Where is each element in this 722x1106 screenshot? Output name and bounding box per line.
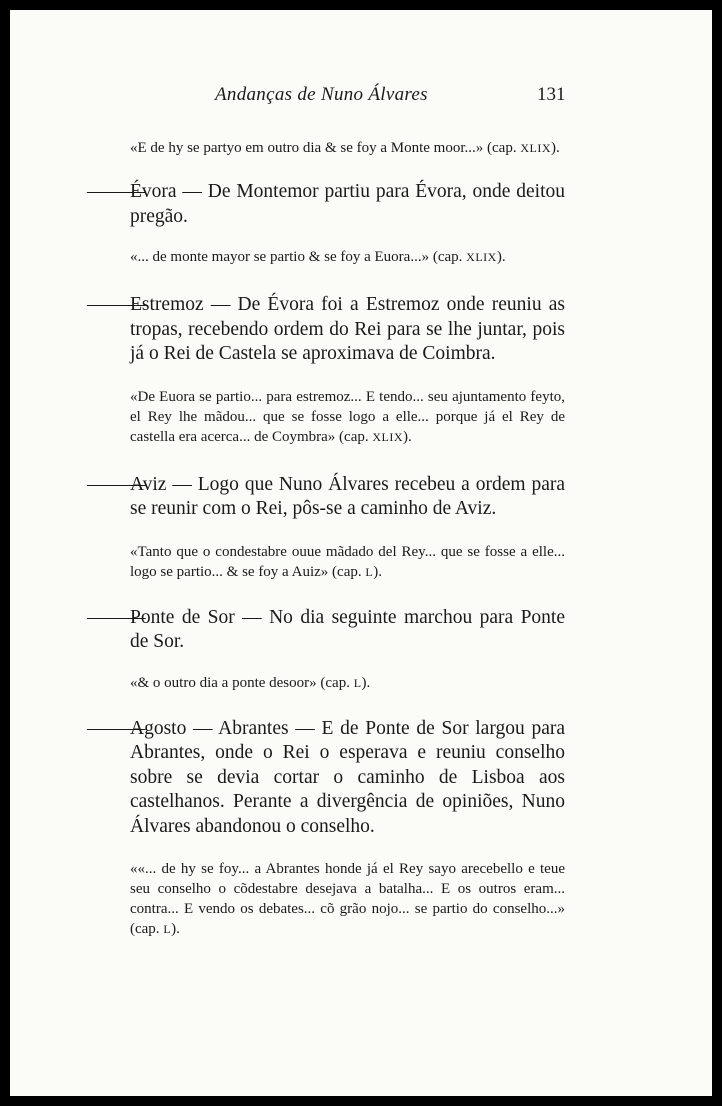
- quotation-block: [95, 387, 565, 447]
- quotation-block: [95, 247, 565, 267]
- quotation-text: «Tanto que o condestabre ouue mãdado del Rey... que se fosse a elle... logo se partio... & se foy a Auiz» (cap.: [130, 543, 565, 580]
- quotation-close: ).: [171, 921, 180, 937]
- entry-dash: ———: [87, 717, 146, 739]
- entry-dash: ———: [87, 181, 146, 202]
- entry-dash: ———: [87, 473, 146, 495]
- quotation-text: «... de monte mayor se partio & se foy a Euora...» (cap.: [130, 249, 463, 265]
- chapter-ref: XLIX: [372, 429, 404, 444]
- itinerary-entry: [87, 717, 565, 840]
- quotation-text: «& o outro dia a ponte desoor» (cap.: [130, 674, 350, 691]
- entry-dash: ———: [87, 294, 146, 315]
- page-content: [87, 122, 565, 939]
- quotation-block: [95, 138, 565, 158]
- entry-dash: ———: [87, 606, 146, 628]
- quotation-close: ).: [496, 249, 506, 265]
- chapter-ref: L: [163, 922, 172, 936]
- chapter-ref: XLIX: [520, 141, 551, 155]
- page-number: 131: [537, 84, 566, 105]
- quotation-close: ).: [361, 674, 371, 691]
- book-page: [10, 10, 712, 1096]
- itinerary-entry: [87, 473, 565, 522]
- quotation-block: [95, 859, 565, 939]
- entry-text: Estremoz — De Évora foi a Estremoz onde reuniu as tropas, recebendo ordem do Rei para se lhe juntar, pois já o Rei de Castela se aproximava de Coimbra.: [130, 294, 565, 364]
- entry-text: Agosto — Abrantes — E de Ponte de Sor largou para Abrantes, onde o Rei o esperava e reuniu conselho sobre se devia cortar o caminho de Lisboa aos castelhanos. Perante a divergência de opiniões, Nuno Álvares abandonou o conselho.: [130, 717, 565, 837]
- page-header: [10, 84, 712, 114]
- quotation-block: [95, 673, 565, 693]
- chapter-ref: XLIX: [466, 250, 497, 264]
- quotation-text: ««... de hy se foy... a Abrantes honde já el Rey sayo arecebello e teue seu conselho o cõdestabre desejava a batalha... E os outros eram... contra... E vendo os debates... cõ grão nojo... se partio do conselho...» (cap.: [130, 861, 565, 937]
- quotation-block: [95, 542, 565, 582]
- entry-text: Évora — De Montemor partiu para Évora, onde deitou pregão.: [130, 181, 565, 227]
- quotation-text: «E de hy se partyo em outro dia & se foy a Monte moor...» (cap.: [130, 140, 517, 156]
- itinerary-entry: [87, 293, 565, 367]
- entry-text: Ponte de Sor — No dia seguinte marchou para Ponte de Sor.: [130, 606, 565, 652]
- itinerary-entry: [87, 606, 565, 655]
- chapter-ref: L: [365, 564, 374, 579]
- quotation-close: ).: [551, 140, 560, 156]
- quotation-close: ).: [373, 563, 382, 580]
- quotation-text: «De Euora se partio... para estremoz... E tendo... seu ajuntamento feyto, el Rey lhe mãdou... que se fosse logo a elle... porque já el Rey de castella era acerca... de Coymbra» (cap.: [130, 388, 565, 445]
- entry-text: Aviz — Logo que Nuno Álvares recebeu a ordem para se reunir com o Rei, pôs-se a caminho de Aviz.: [130, 473, 565, 519]
- itinerary-entry: [87, 180, 565, 229]
- chapter-ref: L: [353, 675, 362, 690]
- quotation-close: ).: [403, 428, 412, 445]
- running-title: Andanças de Nuno Álvares: [215, 84, 428, 105]
